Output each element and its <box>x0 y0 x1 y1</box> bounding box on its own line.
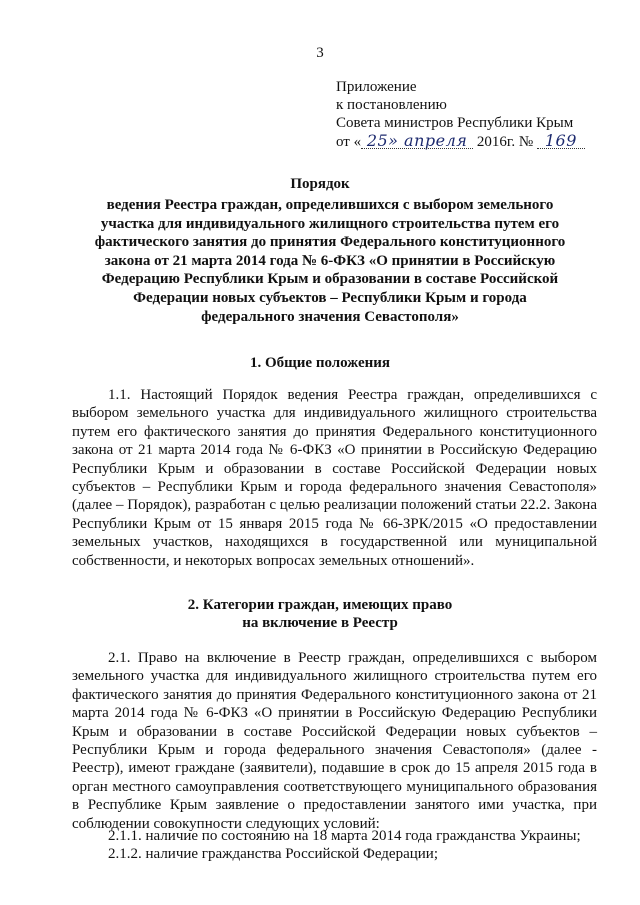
paragraph-2-1: 2.1. Право на включение в Реестр граждан, определившихся с выбором земельного участка для индивидуального жилищного строительства путем его фактического занятия до принятия Федерального конституционного закона от 21 марта 2014 года № 6-ФКЗ «О принятии в Российскую Федерацию Республики Крым и образовании в составе Российской Федерации новых субъектов – Республики Крым и города федерального значения Севастополя» (далее - Реестр), имеют граждане (заявители), подавшие в срок до 15 апреля 2015 года в орган местного самоуправления соответствующего муниципального образования в Республике Крым заявление о предоставлении занятого ими участка, при соблюдении совокупности следующих условий: <box>72 650 597 832</box>
appendix-line-3: Совета министров Республики Крым <box>336 115 574 131</box>
section-2-heading-line-2: на включение в Реестр <box>242 615 398 631</box>
document-title: Порядок <box>290 176 350 192</box>
list-item-2-1-2: 2.1.2. наличие гражданства Российской Федерации; <box>108 846 438 862</box>
section-2-heading-line-1: 2. Категории граждан, имеющих право <box>187 597 453 613</box>
list-item-2-1-1: 2.1.1. наличие по состоянию на 18 марта 2014 года гражданства Украины; <box>108 828 581 844</box>
handwritten-date: 25» апреля <box>361 132 473 150</box>
appendix-line-2: к постановлению <box>336 97 447 113</box>
appendix-line-1: Приложение <box>336 79 417 95</box>
page-number: 3 <box>316 45 324 61</box>
paragraph-1-1: 1.1. Настоящий Порядок ведения Реестра граждан, определившихся с выбором земельного участка для индивидуального жилищного строительства путем его фактического занятия до принятия Федерального конституционного закона от 21 марта 2014 года № 6-ФКЗ «О принятии в Российскую Федерацию Республики Крым и образовании в составе Российской Федерации новых субъектов – Республики Крым и города федерального значения Севастополя» (далее – Порядок), разработан с целью реализации положений статьи 22.2. Закона Республики Крым от 15 января 2015 года № 66-ЗРК/2015 «О предоставлении земельных участков, находящихся в государственной или муниципальной собственности, и некоторых вопросах земельных отношений». <box>72 387 597 569</box>
handwritten-number: 169 <box>537 132 585 150</box>
appendix-block <box>336 78 585 151</box>
date-suffix: 2016г. № <box>476 134 534 150</box>
document-subtitle: ведения Реестра граждан, определившихся с выбором земельного участка для индивидуального жилищного строительства путем его фактического занятия до принятия Федерального конституционного закона от 21 марта 2014 года № 6-ФКЗ «О принятии в Российскую Федерацию Республики Крым и образовании в составе Российской Федерации новых субъектов – Республики Крым и города федерального значения Севастополя» <box>94 197 566 325</box>
date-prefix: от « <box>336 134 362 150</box>
section-1-heading: 1. Общие положения <box>249 355 391 371</box>
appendix-date-line <box>336 132 585 151</box>
